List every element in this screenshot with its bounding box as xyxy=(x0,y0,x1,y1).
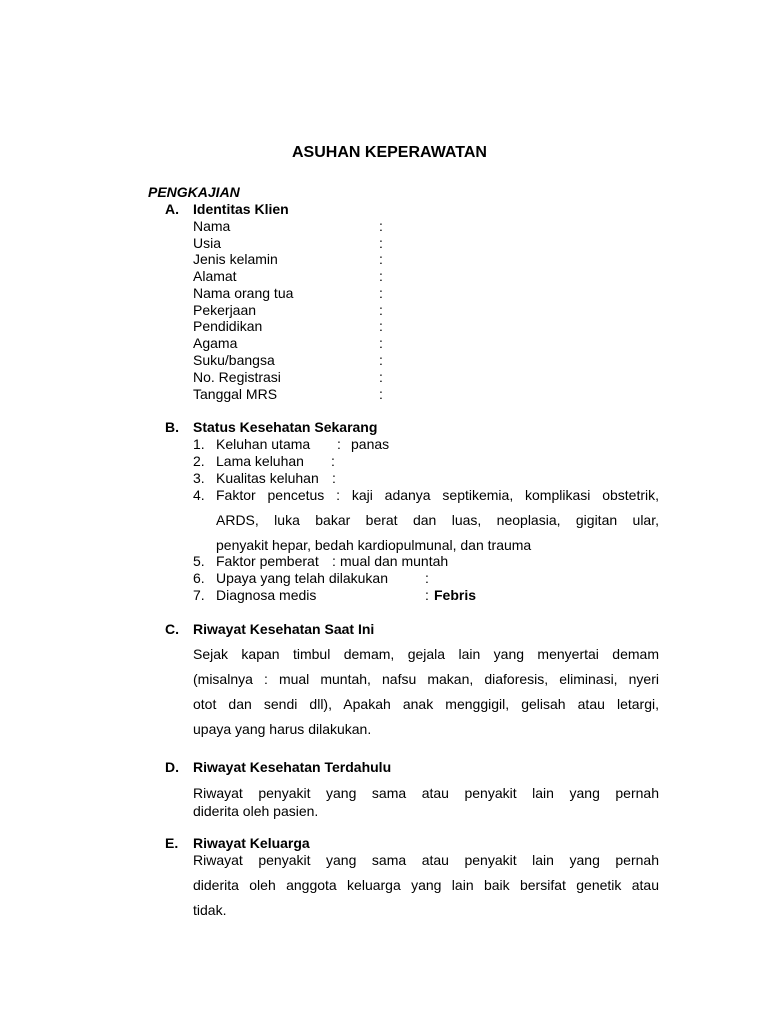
field-colon: : xyxy=(379,386,383,402)
field-label-nama: Nama xyxy=(193,218,231,234)
status-faktor-pencetus-line: Faktor pencetus : kaji adanya septikemia, komplikasi obstetrik, xyxy=(216,487,659,503)
list-number: 7. xyxy=(193,587,205,603)
status-label-faktor-pemberat: Faktor pemberat xyxy=(216,553,319,569)
field-colon: : xyxy=(379,235,383,251)
status-faktor-pencetus-line: ARDS, luka bakar berat dan luas, neoplasia, gigitan ular, xyxy=(216,512,659,528)
paragraph-line: diderita oleh pasien. xyxy=(193,803,319,819)
section-a-letter: A. xyxy=(165,201,179,217)
field-label-suku-bangsa: Suku/bangsa xyxy=(193,352,275,368)
list-number: 2. xyxy=(193,453,205,469)
list-number: 6. xyxy=(193,570,205,586)
field-colon: : xyxy=(379,335,383,351)
status-label-kualitas-keluhan: Kualitas keluhan xyxy=(216,470,319,486)
status-label-lama-keluhan: Lama keluhan xyxy=(216,453,304,469)
status-value-diagnosa-medis: Febris xyxy=(434,587,477,603)
list-number: 3. xyxy=(193,470,205,486)
field-colon: : xyxy=(379,268,383,284)
field-label-jenis-kelamin: Jenis kelamin xyxy=(193,251,278,267)
paragraph-line: Riwayat penyakit yang sama atau penyakit lain yang pernah xyxy=(193,785,659,801)
field-colon: : xyxy=(379,369,383,385)
paragraph-line: Riwayat penyakit yang sama atau penyakit lain yang pernah xyxy=(193,852,659,868)
section-d-title: Riwayat Kesehatan Terdahulu xyxy=(193,759,392,775)
field-colon: : xyxy=(379,285,383,301)
document-title: ASUHAN KEPERAWATAN xyxy=(292,144,487,161)
field-colon: : xyxy=(379,218,383,234)
section-a-title: Identitas Klien xyxy=(193,201,289,217)
status-value-keluhan-utama: panas xyxy=(351,436,390,452)
section-c-letter: C. xyxy=(165,621,179,637)
paragraph-line: tidak. xyxy=(193,902,227,918)
paragraph-line: (misalnya : mual muntah, nafsu makan, diaforesis, eliminasi, nyeri xyxy=(193,671,659,687)
field-label-no-registrasi: No. Registrasi xyxy=(193,369,281,385)
list-number: 1. xyxy=(193,436,205,452)
status-colon: : xyxy=(332,470,336,486)
status-label-keluhan-utama: Keluhan utama xyxy=(216,436,311,452)
field-label-alamat: Alamat xyxy=(193,268,237,284)
section-d-letter: D. xyxy=(165,759,179,775)
field-label-agama: Agama xyxy=(193,335,238,351)
list-number: 5. xyxy=(193,553,205,569)
status-label-diagnosa-medis: Diagnosa medis xyxy=(216,587,317,603)
field-label-usia: Usia xyxy=(193,235,222,251)
field-colon: : xyxy=(379,318,383,334)
status-faktor-pencetus-line: penyakit hepar, bedah kardiopulmunal, dan trauma xyxy=(216,537,532,553)
status-colon: : xyxy=(425,570,429,586)
status-colon: : xyxy=(337,436,341,452)
status-colon: : xyxy=(332,553,336,569)
paragraph-line: upaya yang harus dilakukan. xyxy=(193,721,372,737)
status-colon: : xyxy=(425,587,429,603)
section-e-title: Riwayat Keluarga xyxy=(193,835,310,851)
field-colon: : xyxy=(379,251,383,267)
section-e-letter: E. xyxy=(165,835,179,851)
status-value-faktor-pemberat: mual dan muntah xyxy=(340,553,449,569)
section-c-title: Riwayat Kesehatan Saat Ini xyxy=(193,621,375,637)
paragraph-line: diderita oleh anggota keluarga yang lain baik bersifat genetik atau xyxy=(193,877,659,893)
list-number: 4. xyxy=(193,487,205,503)
field-label-pendidikan: Pendidikan xyxy=(193,318,263,334)
status-colon: : xyxy=(331,453,335,469)
field-label-pekerjaan: Pekerjaan xyxy=(193,302,257,318)
field-label-nama-orang-tua: Nama orang tua xyxy=(193,285,294,301)
section-b-letter: B. xyxy=(165,419,179,435)
field-colon: : xyxy=(379,352,383,368)
status-label-upaya: Upaya yang telah dilakukan xyxy=(216,570,389,586)
field-colon: : xyxy=(379,302,383,318)
paragraph-line: Sejak kapan timbul demam, gejala lain yang menyertai demam xyxy=(193,646,659,662)
paragraph-line: otot dan sendi dll), Apakah anak menggigil, gelisah atau letargi, xyxy=(193,696,659,712)
section-b-title: Status Kesehatan Sekarang xyxy=(193,419,378,435)
field-label-tanggal-mrs: Tanggal MRS xyxy=(193,386,278,402)
section-heading-pengkajian: PENGKAJIAN xyxy=(148,184,240,200)
